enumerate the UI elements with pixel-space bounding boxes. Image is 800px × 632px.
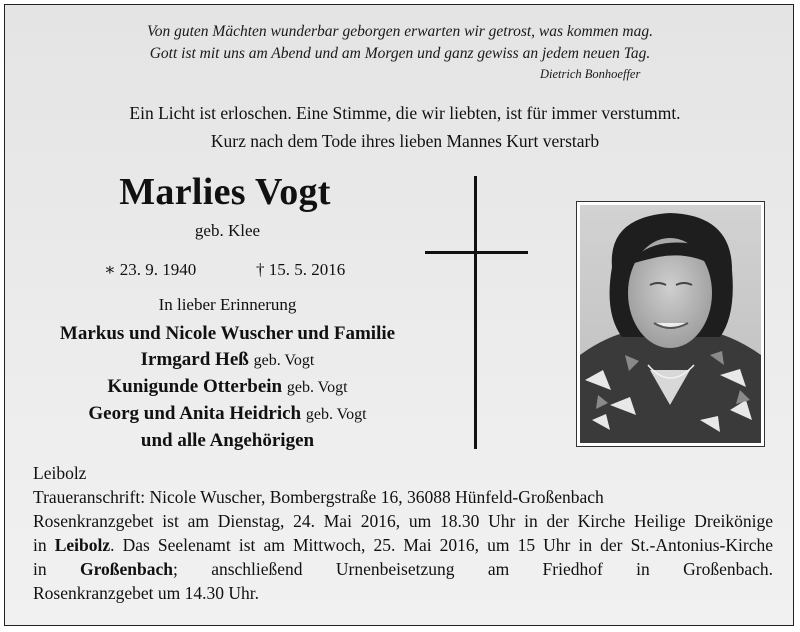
- poem-line-1: Von guten Mächten wunderbar geborgen erwarten wir getrost, was kommen mag.: [147, 23, 653, 40]
- mourner-row: [20, 347, 435, 374]
- service-details: [33, 461, 773, 605]
- rosary-second-line: Rosenkranzgebet um 14.30 Uhr.: [33, 583, 259, 603]
- requiem-line: [33, 533, 773, 557]
- birth-date: ∗ 23. 9. 1940: [104, 260, 197, 279]
- mourning-address: Traueranschrift: Nicole Wuscher, Bombergstraße 16, 36088 Hünfeld-Großenbach: [33, 487, 604, 507]
- maiden-name: geb. Klee: [194, 221, 261, 240]
- place-line: Leibolz: [33, 463, 87, 483]
- intro-line-2: Kurz nach dem Tode ihres lieben Mannes Kurt verstarb: [210, 131, 600, 151]
- death-date: † 15. 5. 2016: [256, 260, 346, 279]
- mourner-row: [20, 374, 435, 401]
- intro-line-1: Ein Licht ist erloschen. Eine Stimme, die wir liebten, ist für immer verstummt.: [129, 103, 681, 123]
- burial-line: [33, 557, 773, 581]
- poem-author: Dietrich Bonhoeffer: [540, 67, 641, 81]
- mourner-name: Kunigunde Otterbein: [107, 376, 283, 397]
- burial-text: ; anschließend Urnenbeisetzung am Friedhof in Großenbach.: [173, 559, 773, 579]
- word-in: in: [33, 535, 47, 555]
- cross-icon-horizontal: [425, 251, 528, 254]
- mourners-list: [20, 321, 435, 454]
- word-in: in: [33, 559, 47, 579]
- mourner-note: geb. Vogt: [253, 352, 315, 369]
- rosary-line: Rosenkranzgebet ist am Dienstag, 24. Mai 2016, um 18.30 Uhr in der Kirche Heilige Dreikönige: [33, 511, 773, 531]
- place-grossenbach: Großenbach: [79, 559, 173, 579]
- portrait-photo: [576, 201, 765, 447]
- intro-text: [0, 99, 800, 155]
- requiem-text: . Das Seelenamt ist am Mittwoch, 25. Mai 2016, um 15 Uhr in der St.-Antonius-Kirche: [110, 535, 773, 555]
- cross-icon-vertical: [474, 176, 477, 449]
- place-leibolz: Leibolz: [54, 535, 111, 555]
- mourner-note: geb. Vogt: [305, 406, 367, 423]
- portrait-image: [580, 205, 761, 443]
- mourner-name: Georg und Anita Heidrich: [88, 403, 302, 424]
- mourner-name: Irmgard Heß: [140, 349, 249, 370]
- poem-line-2: Gott ist mit uns am Abend und am Morgen und ganz gewiss an jedem neuen Tag.: [149, 45, 651, 62]
- poem-quote: [0, 21, 800, 65]
- mourner-row: und alle Angehörigen: [140, 430, 315, 451]
- mourner-note: geb. Vogt: [286, 379, 348, 396]
- memory-heading: In lieber Erinnerung: [158, 295, 297, 314]
- deceased-name: Marlies Vogt: [119, 171, 331, 213]
- mourner-row: Markus und Nicole Wuscher und Familie: [59, 323, 396, 344]
- mourner-row: [20, 401, 435, 428]
